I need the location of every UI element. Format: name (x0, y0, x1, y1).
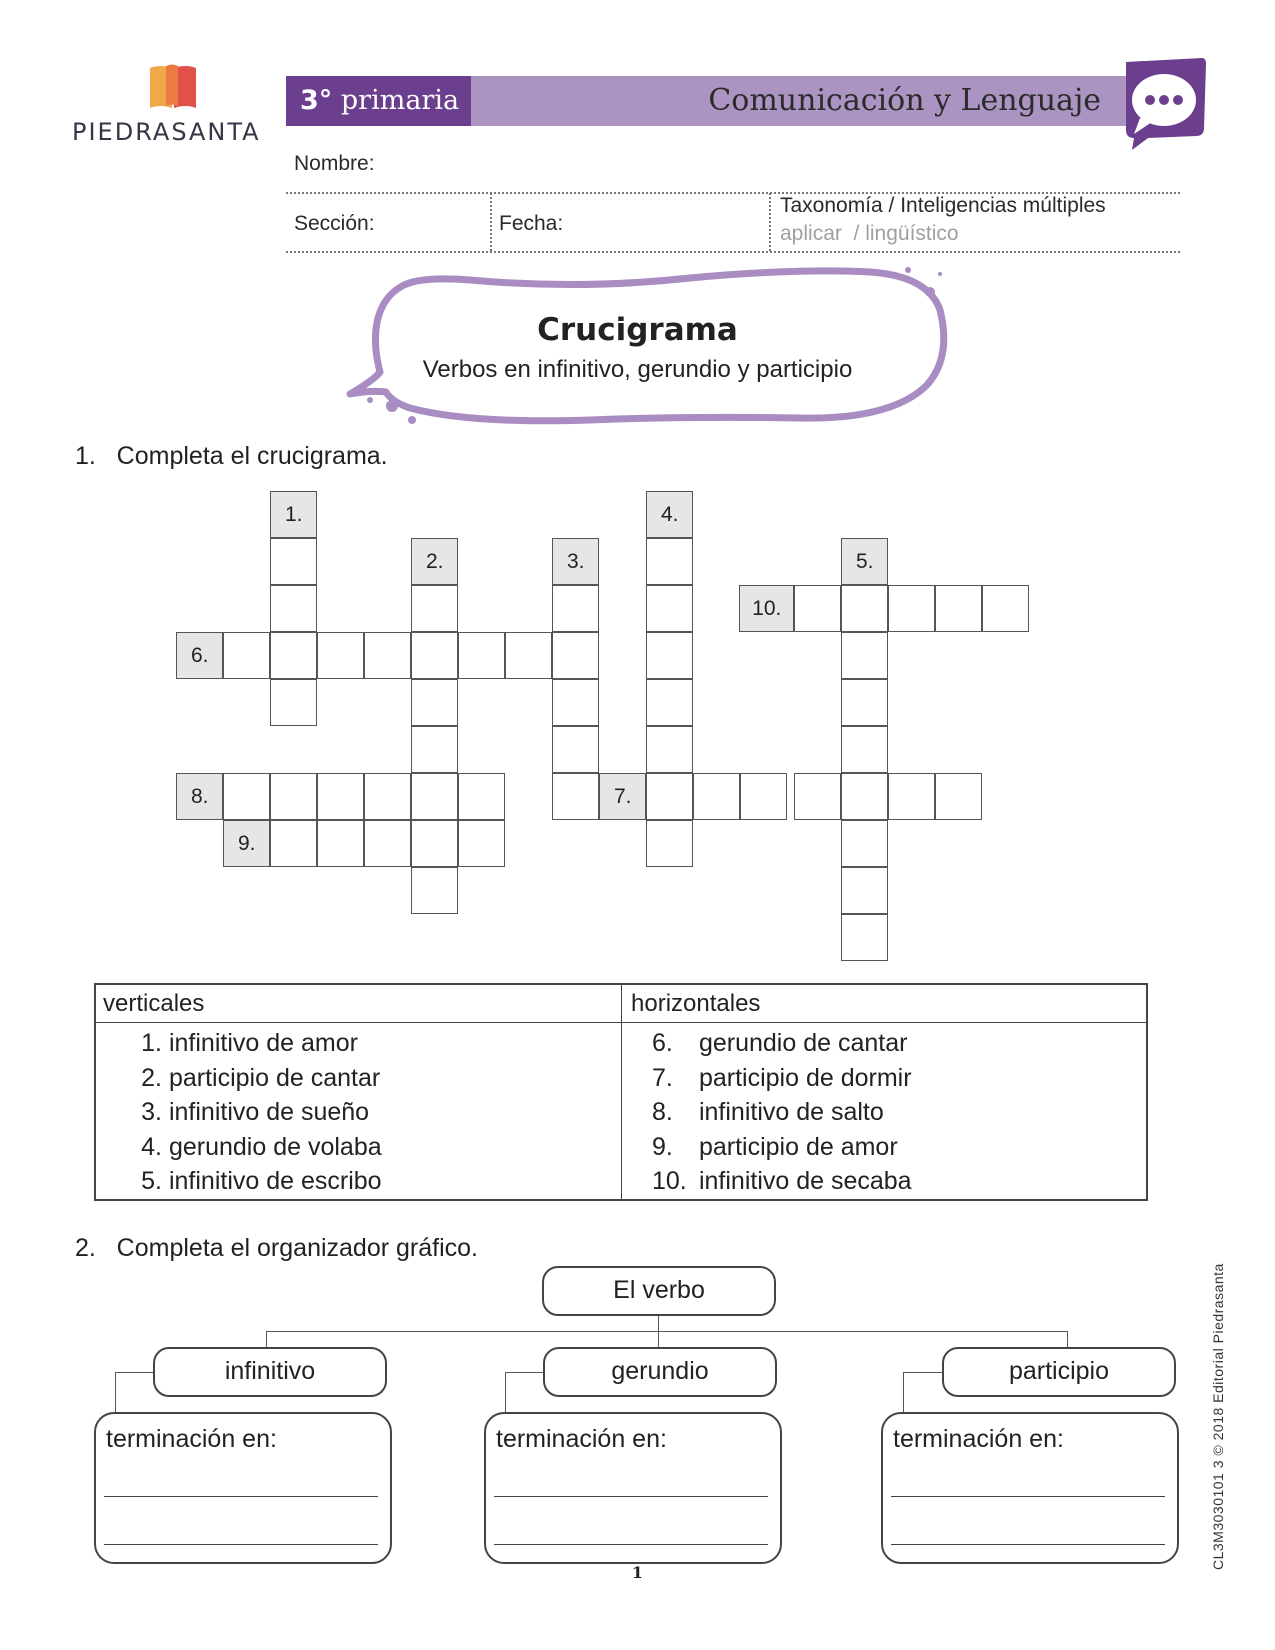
letter-cell[interactable] (364, 820, 411, 867)
letter-cell[interactable] (646, 585, 693, 632)
letter-cell[interactable] (982, 585, 1029, 632)
letter-cell[interactable] (935, 773, 982, 820)
verticales-header: verticales (103, 990, 205, 1017)
connector-line (115, 1372, 116, 1412)
letter-cell[interactable] (458, 773, 505, 820)
letter-cell[interactable] (841, 914, 888, 961)
letter-cell[interactable] (888, 773, 935, 820)
page-number: 1 (631, 1563, 644, 1582)
letter-cell[interactable] (411, 773, 458, 820)
letter-cell[interactable] (552, 632, 599, 679)
letter-cell[interactable] (458, 632, 505, 679)
letter-cell[interactable] (552, 726, 599, 773)
connector-line (115, 1372, 153, 1373)
clue-item: 5. infinitivo de escribo (141, 1167, 382, 1195)
clue-number-cell: 1. (270, 491, 317, 538)
letter-cell[interactable] (841, 585, 888, 632)
letter-cell[interactable] (364, 632, 411, 679)
branch-gerundio: gerundio (543, 1347, 777, 1397)
clue-number-cell: 6. (176, 632, 223, 679)
connector-line (266, 1331, 1068, 1332)
answer-line[interactable] (104, 1544, 378, 1545)
letter-cell[interactable] (841, 773, 888, 820)
connector-line (903, 1372, 904, 1412)
letter-cell[interactable] (458, 820, 505, 867)
clue-number-cell: 7. (599, 773, 646, 820)
connector-line (903, 1372, 942, 1373)
letter-cell[interactable] (841, 867, 888, 914)
letter-cell[interactable] (646, 679, 693, 726)
letter-cell[interactable] (646, 632, 693, 679)
letter-cell[interactable] (935, 585, 982, 632)
horizontales-header: horizontales (631, 990, 761, 1017)
letter-cell[interactable] (317, 632, 364, 679)
clue-number-cell: 9. (223, 820, 270, 867)
letter-cell[interactable] (841, 632, 888, 679)
worksheet-title: Crucigrama (537, 312, 738, 348)
answer-line[interactable] (494, 1496, 768, 1497)
exercise-2-instruction: 2. Completa el organizador gráfico. (75, 1234, 478, 1262)
connector-line (505, 1372, 543, 1373)
letter-cell[interactable] (411, 585, 458, 632)
letter-cell[interactable] (270, 773, 317, 820)
clue-item: 4. gerundio de volaba (141, 1132, 382, 1161)
connector-line (505, 1372, 506, 1412)
letter-cell[interactable] (411, 820, 458, 867)
letter-cell[interactable] (411, 632, 458, 679)
answer-box-label: terminación en: (496, 1425, 667, 1453)
letter-cell[interactable] (223, 773, 270, 820)
answer-line[interactable] (494, 1544, 768, 1545)
publisher-name: PIEDRASANTA (72, 118, 261, 146)
clue-number-cell: 8. (176, 773, 223, 820)
answer-line[interactable] (891, 1544, 1165, 1545)
clue-item: 7. participio de dormir (652, 1063, 912, 1092)
letter-cell[interactable] (646, 538, 693, 585)
letter-cell[interactable] (411, 726, 458, 773)
speech-bubble-icon (1118, 56, 1208, 152)
grade-number: 3° (300, 85, 333, 116)
horizontales-list (652, 1026, 912, 1199)
letter-cell[interactable] (693, 773, 740, 820)
letter-cell[interactable] (411, 867, 458, 914)
divider-line (769, 193, 771, 251)
letter-cell[interactable] (841, 726, 888, 773)
nombre-label: Nombre: (294, 152, 375, 175)
clue-item: 8. infinitivo de salto (652, 1098, 884, 1126)
connector-line (266, 1331, 267, 1347)
taxonomia-value: aplicar / lingüístico (780, 222, 959, 245)
letter-cell[interactable] (646, 773, 693, 820)
grade-word: primaria (340, 85, 460, 116)
subject-title: Comunicación y Lenguaje (471, 76, 1131, 126)
divider-line (490, 193, 492, 251)
copyright-notice: CL3M3030101 3 © 2018 Editorial Piedrasanta (1210, 1263, 1226, 1570)
worksheet-subtitle: Verbos en infinitivo, gerundio y participio (422, 356, 853, 383)
clue-item: 9. participio de amor (652, 1132, 898, 1161)
letter-cell[interactable] (740, 773, 787, 820)
divider-line (286, 251, 1180, 253)
clue-number-cell: 3. (552, 538, 599, 585)
clue-item: 6. gerundio de cantar (652, 1029, 908, 1057)
letter-cell[interactable] (317, 820, 364, 867)
letter-cell[interactable] (411, 679, 458, 726)
grade-badge (286, 76, 471, 126)
letter-cell[interactable] (841, 679, 888, 726)
answer-line[interactable] (891, 1496, 1165, 1497)
letter-cell[interactable] (646, 726, 693, 773)
letter-cell[interactable] (270, 585, 317, 632)
answer-box-label: terminación en: (106, 1425, 277, 1453)
clue-item: 3. infinitivo de sueño (141, 1098, 370, 1126)
publisher-logo-icon (148, 62, 198, 110)
letter-cell[interactable] (505, 632, 552, 679)
letter-cell[interactable] (270, 538, 317, 585)
exercise-1-instruction: 1. Completa el crucigrama. (75, 442, 388, 470)
clue-number-cell: 4. (646, 491, 693, 538)
letter-cell[interactable] (552, 773, 599, 820)
clue-number-cell: 10. (739, 585, 794, 632)
letter-cell[interactable] (888, 585, 935, 632)
verticales-list (136, 1026, 382, 1199)
letter-cell[interactable] (794, 585, 841, 632)
letter-cell[interactable] (364, 773, 411, 820)
letter-cell[interactable] (317, 773, 364, 820)
branch-participio: participio (942, 1347, 1176, 1397)
letter-cell[interactable] (270, 632, 317, 679)
letter-cell[interactable] (646, 820, 693, 867)
clue-item: 2. participio de cantar (141, 1063, 381, 1092)
divider-line (621, 983, 622, 1201)
letter-cell[interactable] (270, 679, 317, 726)
answer-line[interactable] (104, 1496, 378, 1497)
taxonomia-label: Taxonomía / Inteligencias múltiples (780, 194, 1106, 217)
connector-line (658, 1331, 659, 1347)
letter-cell[interactable] (794, 773, 841, 820)
connector-line (1067, 1331, 1068, 1347)
branch-infinitivo: infinitivo (153, 1347, 387, 1397)
answer-box-label: terminación en: (893, 1425, 1064, 1453)
clue-number-cell: 2. (411, 538, 458, 585)
letter-cell[interactable] (270, 820, 317, 867)
clue-item: 1. infinitivo de amor (141, 1029, 358, 1057)
letter-cell[interactable] (552, 585, 599, 632)
root-node: El verbo (542, 1266, 776, 1316)
clue-item: 10. infinitivo de secaba (652, 1167, 912, 1195)
letter-cell[interactable] (223, 632, 270, 679)
seccion-label: Sección: (294, 212, 375, 235)
fecha-label: Fecha: (499, 212, 564, 235)
letter-cell[interactable] (552, 679, 599, 726)
clue-number-cell: 5. (841, 538, 888, 585)
letter-cell[interactable] (841, 820, 888, 867)
